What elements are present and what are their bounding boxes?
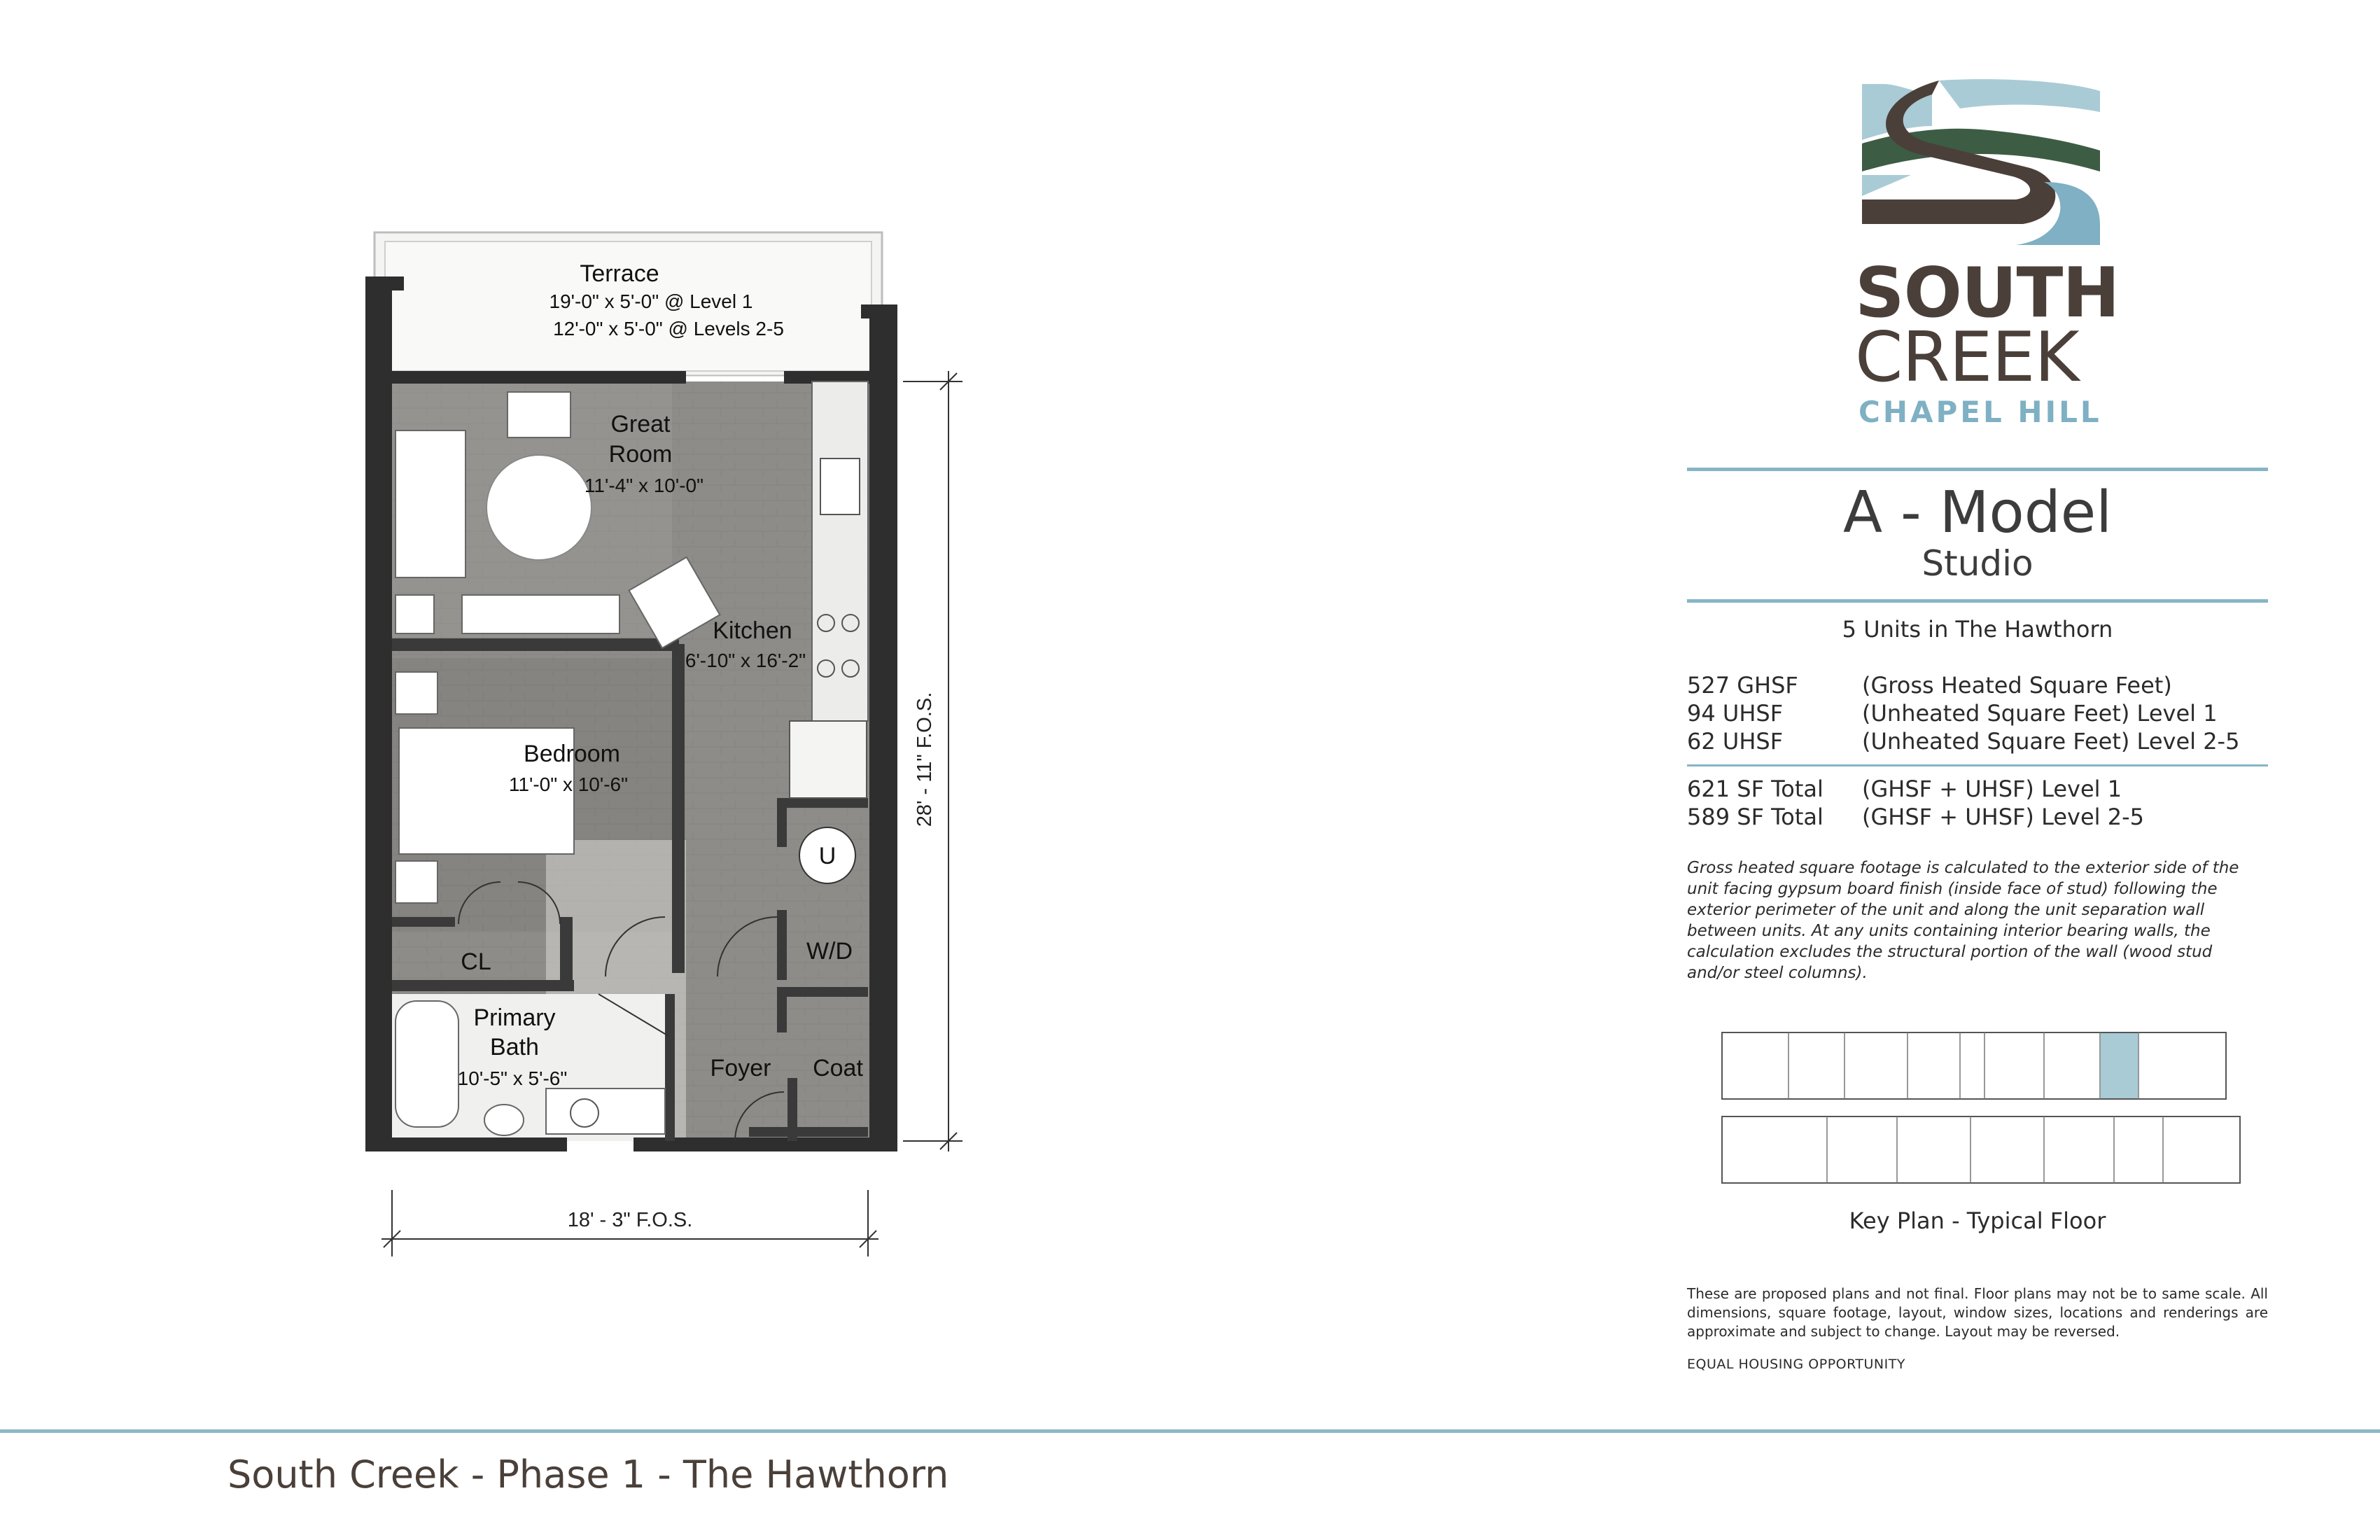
washer-dryer-label: W/D (806, 938, 853, 965)
area-row (1687, 700, 2268, 728)
disclaimer-text: These are proposed plans and not final. Floor plans may not be to same scale. All dimensions, square footage, layout, window sizes, locations and renderings are approximate and subject to change. Layout may be reversed. (1687, 1285, 2268, 1340)
foyer-label: Foyer (710, 1055, 771, 1082)
bedroom-dim: 11'-0" x 10'-6" (508, 774, 629, 795)
total-desc: (GHSF + UHSF) Level 2-5 (1862, 804, 2144, 830)
key-plan-caption: Key Plan - Typical Floor (1849, 1208, 2106, 1234)
kitchen-dim: 6'-10" x 16'-2" (685, 650, 806, 671)
area-desc: (Unheated Square Feet) Level 1 (1862, 700, 2218, 727)
divider-mid (1687, 599, 2268, 603)
divider-top (1687, 468, 2268, 471)
great-room-label-line2: Room (608, 441, 673, 468)
bedroom-label: Bedroom (524, 741, 620, 767)
primary-bath-label-line2: Bath (490, 1034, 539, 1060)
brand-line-1: SOUTH (1855, 253, 2120, 333)
overall-width-label: 18' - 3" F.O.S. (567, 1209, 693, 1231)
divider-totals (1687, 764, 2268, 766)
total-row (1687, 804, 2268, 832)
kitchen-label: Kitchen (713, 617, 792, 644)
area-desc: (Gross Heated Square Feet) (1862, 672, 2172, 699)
closet-label: CL (461, 948, 491, 975)
unit-count: 5 Units in The Hawthorn (1842, 616, 2113, 643)
equal-housing-text: EQUAL HOUSING OPPORTUNITY (1687, 1357, 1905, 1372)
model-subtitle: Studio (1921, 543, 2033, 584)
area-value: 527 GHSF (1687, 672, 1798, 699)
overall-depth-label: 28' - 11" F.O.S. (913, 692, 936, 827)
brand-line-2: CREEK (1855, 318, 2079, 398)
key-plan-diagram (1708, 1018, 2254, 1194)
total-value: 589 SF Total (1687, 804, 1823, 830)
great-room-dim: 11'-4" x 10'-0" (584, 475, 704, 496)
south-creek-logo-icon (1855, 77, 2107, 252)
great-room-label-line1: Great (610, 411, 671, 438)
total-desc: (GHSF + UHSF) Level 1 (1862, 776, 2122, 802)
terrace-label: Terrace (580, 260, 659, 287)
area-row (1687, 672, 2268, 700)
area-value: 62 UHSF (1687, 728, 1784, 755)
area-desc: (Unheated Square Feet) Level 2-5 (1862, 728, 2240, 755)
area-row (1687, 728, 2268, 756)
total-value: 621 SF Total (1687, 776, 1823, 802)
ghsf-note: Gross heated square footage is calculated to the exterior side of the unit facing gypsum board finish (inside face of stud) following the exterior perimeter of the unit and along the unit separation wall between units. At any units containing interior bearing walls, the calculation excludes the structural portion of the wall (wood stud and/or steel columns). (1687, 859, 2239, 982)
coat-label: Coat (813, 1055, 863, 1082)
terrace-dim-levels2-5: 12'-0" x 5'-0" @ Levels 2-5 (553, 318, 784, 340)
footer-divider (0, 1429, 2380, 1433)
model-title: A - Model (1842, 479, 2112, 546)
primary-bath-label-line1: Primary (473, 1004, 556, 1031)
highlighted-unit (2101, 1033, 2138, 1098)
utility-label: U (818, 843, 836, 869)
terrace-dim-level1: 19'-0" x 5'-0" @ Level 1 (549, 290, 753, 312)
brand-line-3: CHAPEL HILL (1858, 395, 2102, 429)
total-row (1687, 776, 2268, 804)
footer-title: South Creek - Phase 1 - The Hawthorn (227, 1452, 949, 1497)
area-value: 94 UHSF (1687, 700, 1784, 727)
primary-bath-dim: 10'-5" x 5'-6" (457, 1068, 568, 1089)
